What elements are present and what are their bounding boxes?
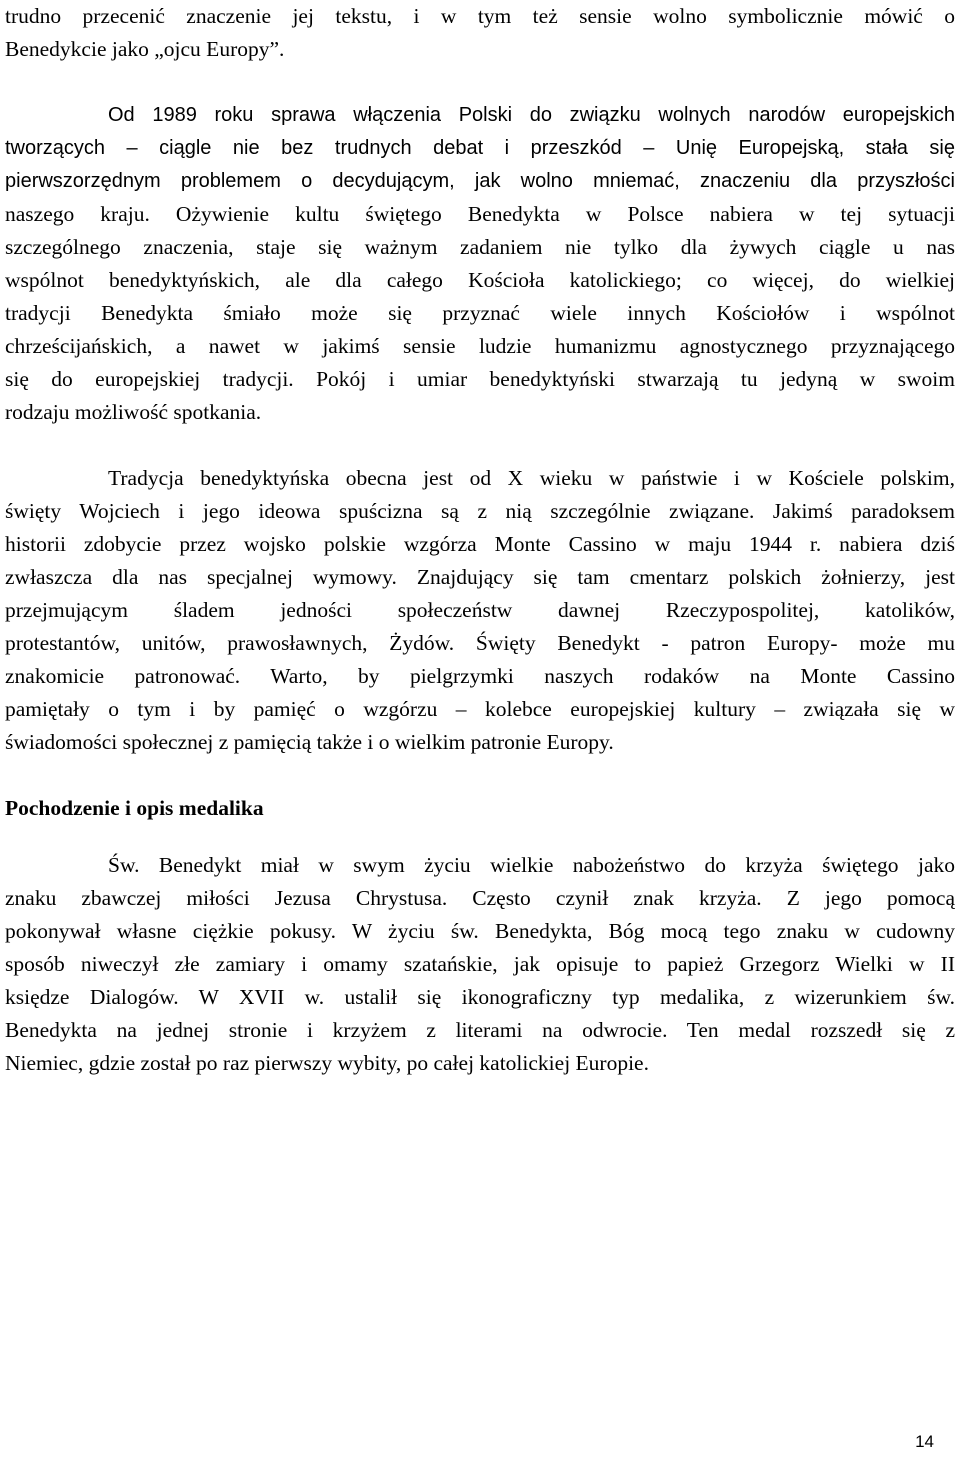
text-line: wspólnot benedyktyńskich, ale dla całego Kościoła katolickiego; co więcej, do wielkiej [5,268,955,292]
text-line: się do europejskiej tradycji. Pokój i umiar benedyktyński stwarzają tu jedyną w swoim [5,367,955,391]
text-line: Od 1989 roku sprawa włączenia Polski do związku wolnych narodów europejskich [108,104,955,126]
text-line: pierwszorzędnym problemem o decydującym, jak wolno mniemać, znaczeniu dla przyszłości [5,170,955,192]
text-line: zwłaszcza dla nas specjalnej wymowy. Znajdujący się tam cmentarz polskich żołnierzy, jest [5,565,955,589]
paragraph-1989 [5,99,955,429]
text-line: naszego kraju. Ożywienie kultu świętego Benedykta w Polsce nabiera w tej sytuacji [5,202,955,226]
text-line: trudno przecenić znaczenie jej tekstu, i w tym też sensie wolno symbolicznie mówić o [5,4,955,28]
text-line: Tradycja benedyktyńska obecna jest od X wieku w państwie i w Kościele polskim, [108,466,955,490]
text-line: pamiętały o tym i by pamięć o wzgórzu – kolebce europejskiej kultury – związała się w [5,697,955,721]
text-line: tradycji Benedykta śmiało może się przyznać wiele innych Kościołów i wspólnot [5,301,955,325]
paragraph-intro [5,0,955,66]
text-line: przejmującym śladem jedności społeczeństw dawnej Rzeczypospolitej, katolików, [5,598,955,622]
page-number: 14 [915,1432,934,1451]
text-line: znaku zbawczej miłości Jezusa Chrystusa. Często czynił znak krzyża. Z jego pomocą [5,886,955,910]
text-line: znakomicie patronować. Warto, by pielgrzymki naszych rodaków na Monte Cassino [5,664,955,688]
text-line: chrześcijańskich, a nawet w jakimś sensie ludzie humanizmu agnostycznego przyznającego [5,334,955,358]
text-line: Benedykcie jako „ojcu Europy”. [5,37,285,61]
text-line: tworzących – ciągle nie bez trudnych debat i przeszkód – Unię Europejską, stała się [5,137,955,159]
text-line: pokonywał własne ciężkie pokusy. W życiu św. Benedykta, Bóg mocą tego znaku w cudowny [5,919,955,943]
text-line: świadomości społecznej z pamięcią także i o wielkim patronie Europy. [5,730,614,754]
text-line: Niemiec, gdzie został po raz pierwszy wybity, po całej katolickiej Europie. [5,1051,649,1075]
paragraph-medalik [5,849,955,1080]
text-line: historii zdobycie przez wojsko polskie wzgórza Monte Cassino w maju 1944 r. nabiera dziś [5,532,955,556]
text-line: rodzaju możliwość spotkania. [5,400,262,424]
text-line: sposób niweczył złe zamiary i omamy szatańskie, jak opisuje to papież Grzegorz Wielki w II [5,952,955,976]
text-line: święty Wojciech i jego ideowa spuścizna są z nią szczególnie związane. Jakimś paradoksem [5,499,955,523]
section-heading: Pochodzenie i opis medalika [5,796,264,820]
paragraph-tradycja [5,462,955,759]
text-line: protestantów, unitów, prawosławnych, Żydów. Święty Benedykt - patron Europy- może mu [5,631,955,655]
text-line: szczególnego znaczenia, staje się ważnym zadaniem nie tylko dla żywych ciągle u nas [5,235,955,259]
text-line: księdze Dialogów. W XVII w. ustalił się ikonograficzny typ medalika, z wizerunkiem św. [5,985,955,1009]
text-line: Benedykta na jednej stronie i krzyżem z literami na odwrocie. Ten medal rozszedł się z [5,1018,955,1042]
text-line: Św. Benedykt miał w swym życiu wielkie nabożeństwo do krzyża świętego jako [108,853,955,877]
document-page [5,0,955,1080]
